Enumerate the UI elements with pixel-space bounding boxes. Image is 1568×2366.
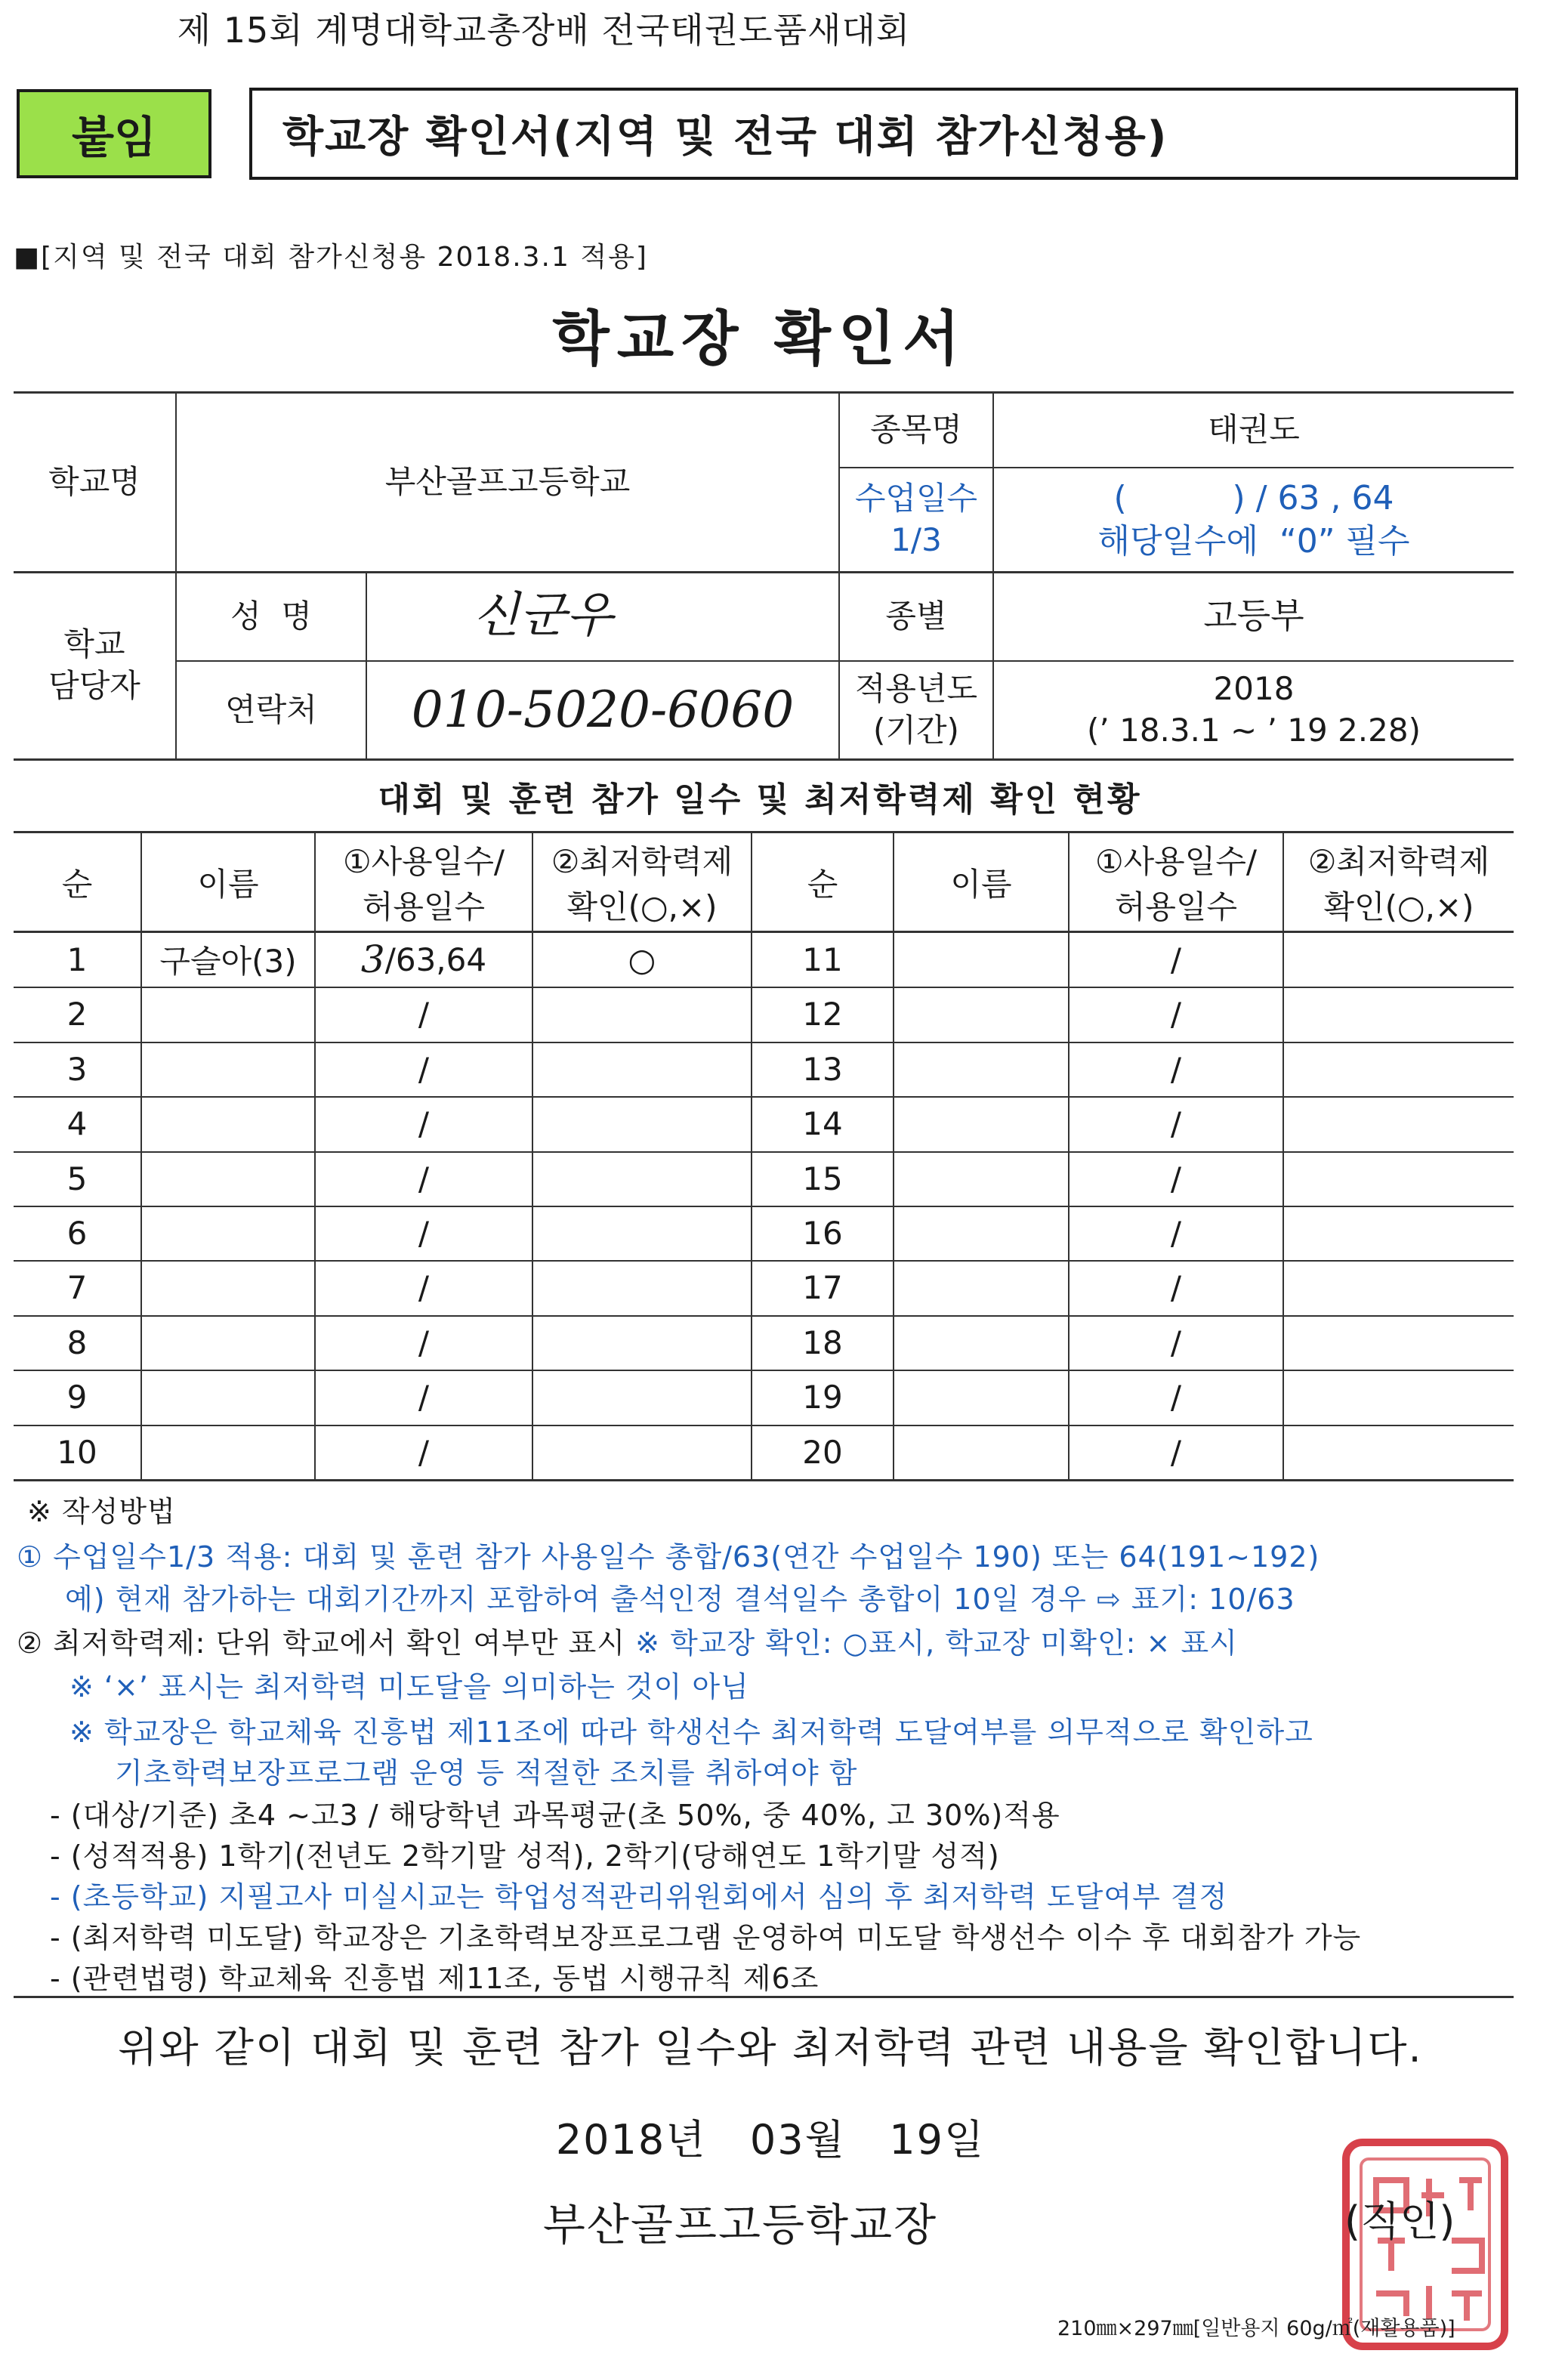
table-cell-left-check: ○ [628,941,656,978]
table-cell-left-name [142,1096,314,1151]
table-cell-left-name [142,1315,314,1370]
table-cell-right-name [894,1206,1068,1260]
table-cell-right-name [894,1096,1068,1151]
header-min-right-line1: ②최저학력제 [1307,843,1490,880]
table-cell-left-check [533,1315,751,1370]
class-days-value-line2: 해당일수에 “0” 필수 [1097,522,1410,561]
table-cell-left-check [533,1151,751,1206]
header-days-right-line1: ①사용일수/ [1094,843,1258,880]
table-cell-left-check [533,1425,751,1479]
instruction-line-6: 기초학력보장프로그램 운영 등 적절한 조치를 취하여야 함 [115,1756,858,1790]
issue-date: 2018년 03월 19일 [555,2116,986,2164]
section-title: 대회 및 훈련 참가 일수 및 최저학력제 확인 현황 [378,780,1142,819]
table-cell-right-no: 14 [802,1104,843,1142]
table-cell-left-no: 5 [66,1160,88,1197]
instruction-line-10: - (최저학력 미도달) 학교장은 기초학력보장프로그램 운영하여 미도달 학생선수 이수 후 대회참가 가능 [50,1921,1362,1954]
principal-signature-line: 부산골프고등학교장 [542,2199,938,2250]
table-cell-right-check [1284,1151,1514,1206]
table-cell-right-allowed: / [1170,1104,1182,1142]
table-cell-left-no: 6 [66,1214,88,1252]
contact-person-label-line2: 담당자 [48,667,140,704]
event-value: 태권도 [1208,410,1300,448]
table-cell-right-check [1284,1096,1514,1151]
instruction-line-1: ① 수업일수1/3 적용: 대회 및 훈련 참가 사용일수 총합/63(연간 수업일수 190) 또는 64(191~192) [17,1540,1320,1574]
instruction-line-11: - (관련법령) 학교체육 진흥법 제11조, 동법 시행규칙 제6조 [50,1962,819,1995]
table-cell-left-name [142,1042,314,1096]
form-title: 학교장 확인서 [552,305,968,373]
allowed-days: /63,64 [384,941,487,978]
year-label [840,662,992,758]
header-min-left-line2: 확인(○,×) [566,888,718,925]
table-cell-right-check [1284,987,1514,1041]
year-label-line1: 적용년도 [854,670,978,708]
header-days-right [1070,834,1282,931]
table-cell-left-allowed: / [418,995,430,1033]
table-cell-right-name [894,932,1068,987]
instruction-line-5: ※ 학교장은 학교체육 진흥법 제11조에 따라 학생선수 최저학력 도달여부를 의무적으로 확인하고 [69,1716,1313,1749]
table-cell-left-allowed: / [418,1214,430,1252]
phone-label: 연락처 [225,690,317,728]
event-title: 제 15회 계명대학교총장배 전국태권도품새대회 [177,10,911,51]
attachment-badge: 붙임 [17,89,211,178]
table-cell-left-allowed: / [418,1433,430,1471]
table-cell-right-no: 15 [802,1160,843,1197]
table-cell-left-no: 9 [66,1378,88,1416]
table-cell-left-allowed: / [418,1324,430,1361]
instruction-line-8: - (성적적용) 1학기(전년도 2학기말 성적), 2학기(당해연도 1학기말 성적) [50,1839,1000,1873]
table-cell-right-no: 12 [802,995,843,1033]
table-cell-right-allowed: / [1170,1268,1182,1306]
table-cell-left-allowed: / [418,1104,430,1142]
table-cell-right-no: 18 [802,1324,843,1361]
paper-spec: 210㎜×297㎜[일반용지 60g/㎡(재활용품)] [1057,2317,1455,2340]
instruction-line-7: - (대상/기준) 초4 ~고3 / 해당학년 과목평균(초 50%, 중 40%, 고 30%)적용 [50,1799,1060,1832]
phone-handwritten: 010-5020-6060 [411,681,795,740]
table-cell-right-allowed: / [1170,1160,1182,1197]
table-cell-right-check [1284,1315,1514,1370]
table-cell-left-name: 구슬아(3) [159,943,297,980]
instruction-line-3-a: ② 최저학력제: 단위 학교에서 확인 여부만 표시 [17,1626,636,1660]
table-cell-right-no: 19 [802,1378,843,1416]
table-cell-right-check [1284,932,1514,987]
class-days-label [840,468,992,571]
table-cell-left-no: 10 [57,1433,97,1471]
applicability-note: ■[지역 및 전국 대회 참가신청용 2018.3.1 적용] [14,242,648,273]
confirmation-sentence: 위와 같이 대회 및 훈련 참가 일수와 최저학력 관련 내용을 확인합니다. [118,2024,1423,2071]
table-cell-left-name [142,1206,314,1260]
table-cell-right-allowed: / [1170,941,1182,978]
table-cell-right-check [1284,1425,1514,1479]
header-days-left-line2: 허용일수 [362,888,486,925]
event-label: 종목명 [870,410,962,448]
used-days-handwritten: 3 [360,937,385,981]
instruction-line-2: 예) 현재 참가하는 대회기간까지 포함하여 출석인정 결석일수 총합이 10일 경우 ⇨ 표기: 10/63 [65,1583,1295,1616]
class-days-value-line1: ( ) / 63 , 64 [1113,478,1394,517]
table-cell-right-name [894,1370,1068,1424]
header-days-left-line1: ①사용일수/ [342,843,505,880]
table-cell-left-check [533,1260,751,1314]
table-cell-left-check [533,1370,751,1424]
name-label: 성 명 [230,597,312,635]
table-cell-right-name [894,1151,1068,1206]
class-days-label-line1: 수업일수 [854,480,978,517]
table-cell-left-no: 3 [66,1050,88,1088]
table-cell-left-no: 7 [66,1268,88,1306]
instruction-line-9: - (초등학교) 지필고사 미실시교는 학업성적관리위원회에서 심의 후 최저학력 도달여부 결정 [50,1880,1228,1913]
instructions-heading: ※ 작성방법 [27,1495,176,1528]
table-cell-left-allowed: / [418,1268,430,1306]
school-name-value: 부산골프고등학교 [384,462,631,500]
instructions-divider [14,1996,1514,1998]
table-cell-right-name [894,1425,1068,1479]
instruction-line-3-b: ※ 학교장 확인: ○표시, 학교장 미확인: × 표시 [635,1626,1238,1660]
table-cell-right-check [1284,1260,1514,1314]
table-cell-left-no: 8 [66,1324,88,1361]
contact-name-handwritten: 신군우 [473,588,613,644]
table-cell-right-check [1284,1206,1514,1260]
table-cell-right-no: 13 [802,1050,843,1088]
year-value-line2: (’ 18.3.1 ~ ’ 19 2.28) [1087,712,1421,749]
school-name-label: 학교명 [48,462,140,500]
header-days-left [316,834,532,931]
header-name-left: 이름 [197,866,259,903]
table-cell-left-name [142,1260,314,1314]
contact-person-label-line1: 학교 [63,625,125,663]
table-cell-right-check [1284,1370,1514,1424]
year-value [994,662,1514,758]
header-no-left: 순 [61,866,93,903]
table-cell-left-check [533,987,751,1041]
class-days-value [994,468,1514,571]
table-cell-right-allowed: / [1170,1050,1182,1088]
division-label: 종별 [885,597,947,635]
table-cell-right-no: 16 [802,1214,843,1252]
table-cell-left-name [142,1151,314,1206]
header-min-left-line1: ②최저학력제 [551,843,733,880]
table-cell-left-allowed [316,932,532,987]
table-cell-right-check [1284,1042,1514,1096]
header-min-right-line2: 확인(○,×) [1323,888,1474,925]
header-min-left [533,834,751,931]
table-cell-left-check [533,1206,751,1260]
instruction-line-3 [17,1620,1238,1661]
table-cell-left-check [533,1096,751,1151]
seal-label: (직인) [1344,2198,1455,2245]
table-cell-left-allowed: / [418,1050,430,1088]
table-cell-right-no: 20 [802,1433,843,1471]
document-headline: 학교장 확인서(지역 및 전국 대회 참가신청용) [249,88,1518,180]
table-cell-right-allowed: / [1170,1214,1182,1252]
header-days-right-line2: 허용일수 [1114,888,1238,925]
table-cell-right-name [894,1042,1068,1096]
table-cell-right-allowed: / [1170,1378,1182,1416]
table-cell-right-allowed: / [1170,1324,1182,1361]
header-no-right: 순 [807,866,838,903]
table-cell-right-name [894,1315,1068,1370]
table-cell-left-name [142,1370,314,1424]
table-cell-right-allowed: / [1170,995,1182,1033]
table-cell-right-name [894,1260,1068,1314]
table-cell-left-no: 4 [66,1104,88,1142]
table-cell-left-name [142,1425,314,1479]
table-cell-left-name [142,987,314,1041]
table-cell-right-allowed: / [1170,1433,1182,1471]
header-min-right [1284,834,1514,931]
table-cell-left-no: 2 [66,995,88,1033]
table-cell-left-allowed: / [418,1160,430,1197]
instruction-line-4: ※ ‘×’ 표시는 최저학력 미도달을 의미하는 것이 아님 [69,1670,749,1703]
year-label-line2: (기간) [873,712,959,749]
class-days-label-line2: 1/3 [890,521,942,558]
table-cell-right-no: 17 [802,1268,843,1306]
table-cell-right-no: 11 [802,941,843,978]
contact-person-label [14,573,175,758]
division-value: 고등부 [1203,595,1304,637]
table-cell-right-name [894,987,1068,1041]
header-name-right: 이름 [950,866,1012,903]
table-cell-left-check [533,1042,751,1096]
year-value-line1: 2018 [1213,670,1295,708]
table-cell-left-no: 1 [66,941,88,978]
table-cell-left-allowed: / [418,1378,430,1416]
